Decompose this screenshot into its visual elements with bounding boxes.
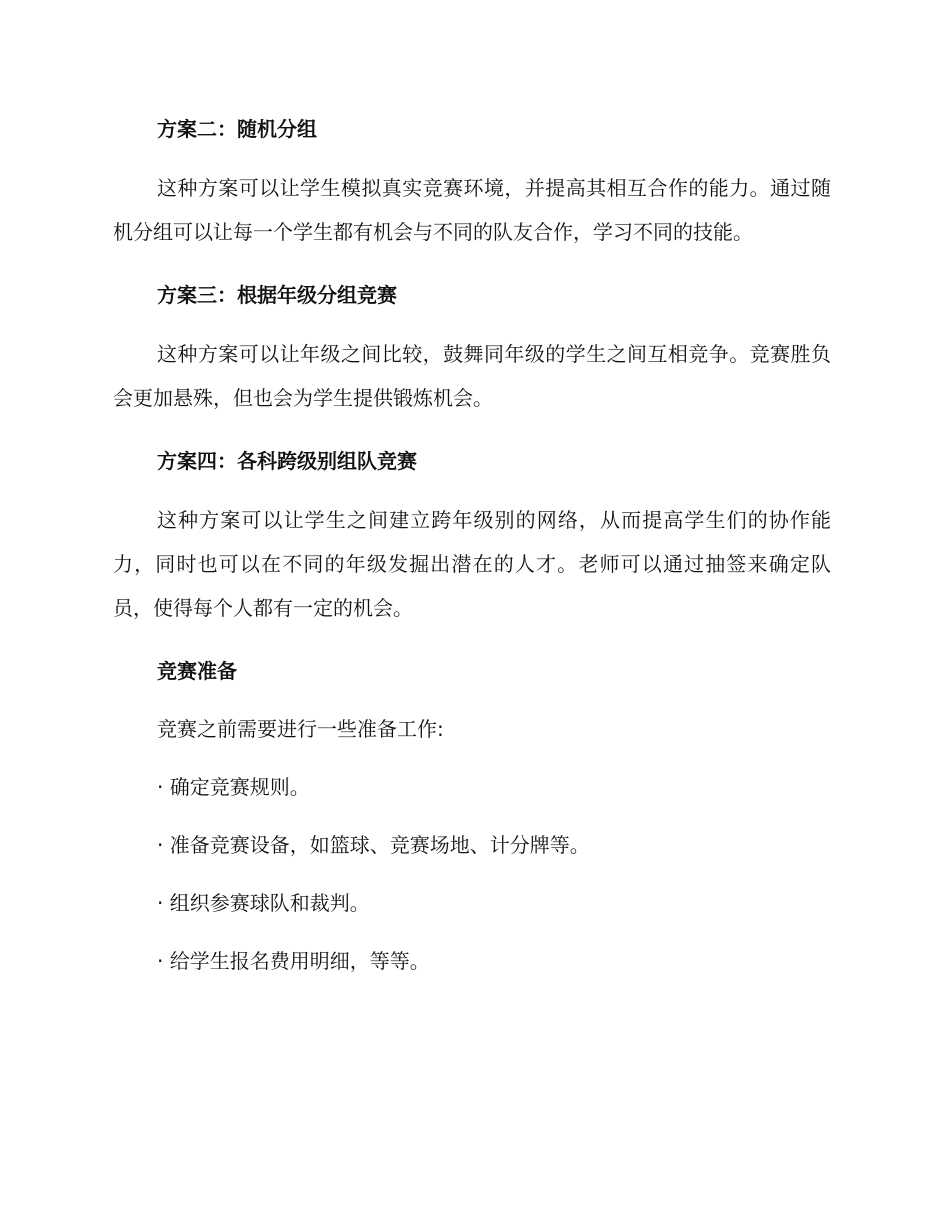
section-heading-preparation: 竞赛准备 xyxy=(157,659,237,683)
section-paragraph-plan-3: 这种方案可以让年级之间比较，鼓舞同年级的学生之间互相竞争。竞赛胜负会更加悬殊，但也会为学生提供锻炼机会。 xyxy=(113,342,831,410)
document-content xyxy=(113,112,831,978)
preparation-item: · 组织参赛球队和裁判。 xyxy=(157,891,370,915)
section-heading-plan-3: 方案三：根据年级分组竞赛 xyxy=(157,283,397,307)
section-paragraph-plan-4: 这种方案可以让学生之间建立跨年级别的网络，从而提高学生们的协作能力，同时也可以在不同的年级发掘出潜在的人才。老师可以通过抽签来确定队员，使得每个人都有一定的机会。 xyxy=(113,508,831,620)
preparation-item: · 确定竞赛规则。 xyxy=(157,775,310,799)
preparation-intro: 竞赛之前需要进行一些准备工作: xyxy=(157,717,444,741)
section-paragraph-plan-2: 这种方案可以让学生模拟真实竞赛环境，并提高其相互合作的能力。通过随机分组可以让每一个学生都有机会与不同的队友合作，学习不同的技能。 xyxy=(113,176,831,244)
preparation-item: · 给学生报名费用明细，等等。 xyxy=(157,949,430,973)
preparation-item: · 准备竞赛设备，如篮球、竞赛场地、计分牌等。 xyxy=(157,833,590,857)
section-heading-plan-4: 方案四：各科跨级别组队竞赛 xyxy=(157,449,417,473)
section-heading-plan-2: 方案二：随机分组 xyxy=(157,117,317,141)
